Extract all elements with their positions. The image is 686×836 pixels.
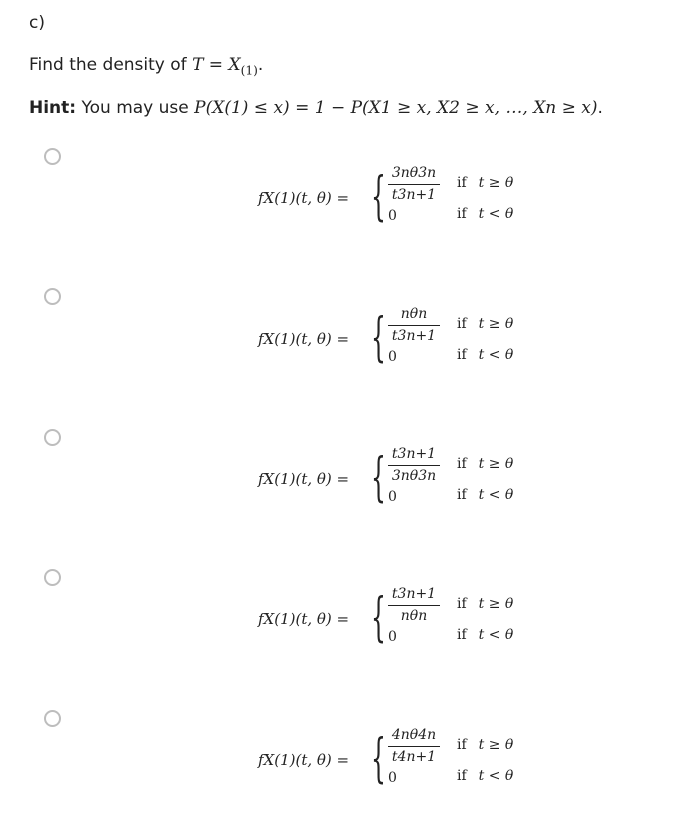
option-3-zero: 0 bbox=[388, 489, 397, 505]
option-1-formula bbox=[258, 163, 558, 243]
option-2-numerator: nθn bbox=[400, 306, 428, 322]
option-1-condition-2 bbox=[457, 206, 513, 222]
option-3-radio[interactable] bbox=[44, 429, 61, 446]
hint-text bbox=[29, 98, 603, 118]
question-suffix: . bbox=[257, 55, 264, 75]
hint-label: Hint: bbox=[29, 98, 77, 118]
option-2-radio[interactable] bbox=[44, 288, 61, 305]
option-1-denominator: t3n+1 bbox=[391, 187, 437, 203]
option-1-radio[interactable] bbox=[44, 148, 61, 165]
option-5-denominator: t4n+1 bbox=[391, 749, 437, 765]
option-5-formula bbox=[258, 725, 558, 805]
option-2-condition-1 bbox=[457, 316, 513, 332]
fraction-bar bbox=[388, 746, 440, 747]
if-label: if bbox=[457, 206, 467, 222]
condition-expr: t < θ bbox=[478, 206, 514, 222]
if-label: if bbox=[457, 737, 467, 753]
option-2-formula bbox=[258, 304, 558, 384]
if-label: if bbox=[457, 768, 467, 784]
fraction-bar bbox=[388, 465, 440, 466]
condition-expr: t ≥ θ bbox=[478, 175, 514, 191]
condition-expr: t ≥ θ bbox=[478, 456, 514, 472]
condition-expr: t < θ bbox=[478, 627, 514, 643]
option-5-fraction bbox=[388, 725, 440, 768]
option-5-condition-2 bbox=[457, 768, 513, 784]
condition-expr: t < θ bbox=[478, 768, 514, 784]
option-4-denominator: nθn bbox=[400, 608, 428, 624]
option-4-lhs: fX(1)(t, θ) = bbox=[258, 610, 350, 628]
if-label: if bbox=[457, 347, 467, 363]
fraction-bar bbox=[388, 605, 440, 606]
if-label: if bbox=[457, 596, 467, 612]
option-4-radio[interactable] bbox=[44, 569, 61, 586]
if-label: if bbox=[457, 487, 467, 503]
option-5-zero: 0 bbox=[388, 770, 397, 786]
question-text bbox=[29, 55, 263, 77]
option-4-fraction bbox=[388, 584, 440, 627]
option-1-lhs: fX(1)(t, θ) = bbox=[258, 189, 350, 207]
condition-expr: t ≥ θ bbox=[478, 316, 514, 332]
option-1-zero: 0 bbox=[388, 208, 397, 224]
option-2-zero: 0 bbox=[388, 349, 397, 365]
option-2-condition-2 bbox=[457, 347, 513, 363]
option-4-brace: { bbox=[371, 588, 386, 648]
option-5-condition-1 bbox=[457, 737, 513, 753]
option-2-brace: { bbox=[371, 308, 386, 368]
hint-suffix: . bbox=[597, 98, 603, 118]
if-label: if bbox=[457, 316, 467, 332]
part-label: c) bbox=[29, 13, 45, 33]
option-3-denominator: 3nθ3n bbox=[391, 468, 437, 484]
option-4-condition-1 bbox=[457, 596, 513, 612]
condition-expr: t ≥ θ bbox=[478, 737, 514, 753]
option-1-numerator: 3nθ3n bbox=[391, 165, 437, 181]
option-2-denominator: t3n+1 bbox=[391, 328, 437, 344]
option-1-condition-1 bbox=[457, 175, 513, 191]
question-math: T = X bbox=[192, 55, 241, 75]
condition-expr: t < θ bbox=[478, 347, 514, 363]
hint-math: P(X(1) ≤ x) = 1 − P(X1 ≥ x, X2 ≥ x, …, Xn ≥ x) bbox=[194, 98, 598, 118]
fraction-bar bbox=[388, 325, 440, 326]
condition-expr: t ≥ θ bbox=[478, 596, 514, 612]
fraction-bar bbox=[388, 184, 440, 185]
option-3-condition-1 bbox=[457, 456, 513, 472]
option-3-numerator: t3n+1 bbox=[391, 446, 437, 462]
option-4-condition-2 bbox=[457, 627, 513, 643]
option-3-lhs: fX(1)(t, θ) = bbox=[258, 470, 350, 488]
option-5-radio[interactable] bbox=[44, 710, 61, 727]
option-5-brace: { bbox=[371, 729, 386, 789]
if-label: if bbox=[457, 456, 467, 472]
if-label: if bbox=[457, 627, 467, 643]
option-3-brace: { bbox=[371, 448, 386, 508]
option-5-lhs: fX(1)(t, θ) = bbox=[258, 751, 350, 769]
option-2-lhs: fX(1)(t, θ) = bbox=[258, 330, 350, 348]
question-prefix: Find the density of bbox=[29, 55, 193, 75]
option-4-numerator: t3n+1 bbox=[391, 586, 437, 602]
if-label: if bbox=[457, 175, 467, 191]
option-3-formula bbox=[258, 444, 558, 524]
option-5-numerator: 4nθ4n bbox=[391, 727, 437, 743]
hint-body: You may use bbox=[76, 98, 195, 118]
option-1-fraction bbox=[388, 163, 440, 206]
option-3-condition-2 bbox=[457, 487, 513, 503]
option-4-zero: 0 bbox=[388, 629, 397, 645]
question-math-subscript: (1) bbox=[240, 63, 258, 78]
condition-expr: t < θ bbox=[478, 487, 514, 503]
option-2-fraction bbox=[388, 304, 440, 347]
option-1-brace: { bbox=[371, 167, 386, 227]
option-3-fraction bbox=[388, 444, 440, 487]
option-4-formula bbox=[258, 584, 558, 664]
